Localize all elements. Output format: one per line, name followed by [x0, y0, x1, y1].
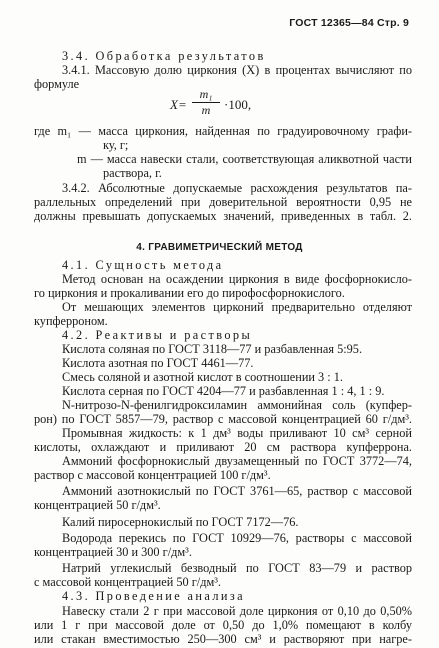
subsection-heading: 4.3. Проведение анализа — [62, 589, 245, 603]
text-line: или стакан вместимостью 250—300 см³ и растворяют при нагре- — [34, 633, 412, 646]
text-line: Калий пиросернокислый по ГОСТ 7172—76. — [62, 515, 299, 529]
text-line: с массовой концентрацией 50 г/дм³. — [34, 575, 222, 589]
text-line: ку, г; — [103, 138, 129, 152]
text-line: Навеску стали 2 г при массовой доле циркония от 0,10 до 0,50% — [62, 604, 412, 618]
text-line: Промывная жидкость: к 1 дм³ воды приливают 10 см³ серной — [62, 426, 412, 440]
subsection-heading: 4.2. Реактивы и растворы — [62, 328, 253, 342]
subsection-heading: 3.4. Обработка результатов — [62, 49, 266, 63]
text-line: Водорода перекись по ГОСТ 10929—76, растворы с массовой — [62, 531, 412, 545]
text-line: где m₁ — масса циркония, найденная по градуировочному графи- — [34, 124, 412, 138]
text-line: или 1 г при массовой доле от 0,50 до 1,0% помещают в колбу — [34, 619, 412, 632]
text-line: раллельных определений при доверительной вероятности 0,95 не — [34, 195, 412, 209]
text-line: Аммоний фосфорнокислый двузамещенный по ГОСТ 3772—74, — [62, 454, 412, 468]
text-line: рон) по ГОСТ 5857—79, раствор с массовой концентрацией 60 г/дм³. — [34, 412, 412, 426]
formula-rhs: ·100, — [224, 97, 252, 112]
formula — [170, 88, 310, 120]
text-line: должны превышать допускаемых значений, приведенных в табл. 2. — [34, 209, 412, 223]
text-line: Смесь соляной и азотной кислот в соотношении 3 : 1. — [62, 370, 343, 384]
text-line: концентрацией 30 и 300 г/дм³. — [34, 545, 192, 559]
text-line: 3.4.1. Массовую долю циркония (X) в процентах вычисляют по — [62, 63, 412, 77]
text-line: купферроном. — [34, 314, 108, 328]
text-line: m — масса навески стали, соответствующая аликвотной части — [77, 152, 412, 166]
subsection-heading: 4.1. Сущность метода — [62, 258, 224, 272]
section-heading: 4. ГРАВИМЕТРИЧЕСКИЙ МЕТОД — [136, 242, 303, 253]
text-line: Метод основан на осаждении циркония в виде фосфорнокисло- — [62, 272, 412, 286]
text-line: кислоты, охлаждают и приливают 20 см раствора купферрона. — [34, 440, 412, 454]
formula-lhs: X= — [170, 97, 187, 112]
text-line: Кислота азотная по ГОСТ 4461—77. — [62, 356, 254, 370]
text-line: Кислота серная по ГОСТ 4204—77 и разбавленная 1 : 4, 1 : 9. — [62, 384, 385, 398]
text-line: раствора, г. — [103, 166, 162, 180]
text-line: раствор с массовой концентрацией 100 г/дм³. — [34, 468, 271, 482]
text-line: Натрий углекислый безводный по ГОСТ 83—79 и раствор — [62, 561, 412, 575]
text-line: Аммоний азотнокислый по ГОСТ 3761—65, раствор с массовой — [62, 484, 412, 498]
text-line: концентрацией 50 г/дм³. — [34, 498, 161, 512]
text-line: формуле — [34, 77, 80, 91]
formula-fraction — [192, 88, 220, 117]
text-line: От мешающих элементов цирконий предварительно отделяют — [62, 300, 412, 314]
text-line: N-нитрозо-N-фенилгидроксиламин аммонийная соль (купфер- — [62, 398, 412, 412]
page-header: ГОСТ 12365—84 Стр. 9 — [289, 17, 409, 29]
formula-numerator: m₁ — [199, 87, 213, 101]
formula-denominator: m — [201, 103, 211, 117]
text-line: 3.4.2. Абсолютные допускаемые расхождения результатов па- — [62, 181, 412, 195]
text-line: го циркония и прокаливании его до пирофосфорнокислого. — [34, 286, 345, 300]
text-line: Кислота соляная по ГОСТ 3118—77 и разбавленная 5:95. — [62, 342, 363, 356]
